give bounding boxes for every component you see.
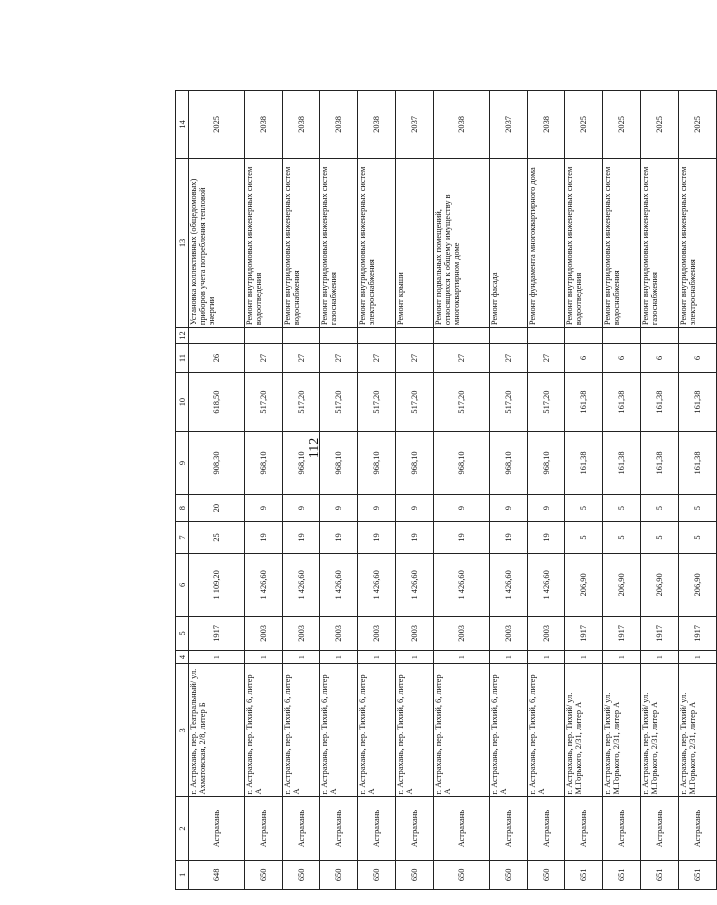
table-cell-col-13: Ремонт подвальных помещений, относящихся к общему имуществу в многоквартирном доме	[434, 158, 490, 327]
table-cell-col-13: Ремонт внутридомовых инженерных систем водоотведения	[565, 158, 603, 327]
table-cell-col-14: 2038	[434, 91, 490, 159]
table-cell-col-12	[320, 328, 358, 344]
table-cell-col-6: 1 426,60	[527, 553, 565, 616]
program-table	[175, 90, 717, 890]
table-cell-col-7: 5	[565, 522, 603, 554]
table-cell-col-3: г. Астрахань, пер. Тихий, 6, литер А	[244, 664, 282, 797]
table-cell-col-8: 9	[244, 495, 282, 522]
table-cell-col-9: 968,10	[434, 431, 490, 494]
column-header-12: 12	[176, 328, 189, 344]
table-cell-col-11: 27	[527, 343, 565, 372]
table-cell-col-8: 9	[489, 495, 527, 522]
column-header-9: 9	[176, 431, 189, 494]
table-cell-col-9: 908,30	[189, 431, 245, 494]
table-cell-col-2: Астрахань	[527, 797, 565, 860]
table-cell-col-3: г. Астрахань, пер. Тихий/ ул. М.Горького, 2/31, литер А	[565, 664, 603, 797]
table-cell-col-11: 27	[489, 343, 527, 372]
table-cell-col-9: 968,10	[358, 431, 396, 494]
column-header-13: 13	[176, 158, 189, 327]
table-cell-col-13: Ремонт внутридомовых инженерных систем газоснабжения	[641, 158, 679, 327]
table-cell-col-6: 206,90	[603, 553, 641, 616]
table-cell-col-2: Астрахань	[189, 797, 245, 860]
table-cell-col-10: 517,20	[320, 373, 358, 432]
table-cell-col-6: 206,90	[641, 553, 679, 616]
table-cell-col-10: 161,38	[679, 373, 717, 432]
table-row	[434, 91, 490, 890]
table-cell-col-8: 9	[320, 495, 358, 522]
table-cell-col-10: 517,20	[489, 373, 527, 432]
column-header-14: 14	[176, 91, 189, 159]
column-header-2: 2	[176, 797, 189, 860]
table-cell-col-9: 968,10	[396, 431, 434, 494]
table-cell-col-4: 1	[565, 650, 603, 664]
table-cell-col-10: 618,50	[189, 373, 245, 432]
table-cell-col-5: 1917	[603, 616, 641, 650]
table-cell-col-13: Ремонт внутридомовых инженерных систем электроснабжения	[679, 158, 717, 327]
column-header-7: 7	[176, 522, 189, 554]
table-cell-col-3: г. Астрахань, пер. Тихий/ ул. М.Горького, 2/31, литер А	[603, 664, 641, 797]
table-cell-col-9: 161,38	[603, 431, 641, 494]
table-cell-col-12	[565, 328, 603, 344]
table-cell-col-12	[434, 328, 490, 344]
table-cell-col-9: 161,38	[679, 431, 717, 494]
column-header-6: 6	[176, 553, 189, 616]
table-cell-col-11: 6	[565, 343, 603, 372]
table-cell-col-14: 2025	[189, 91, 245, 159]
table-cell-col-1: 650	[320, 860, 358, 889]
table-cell-col-3: г. Астрахань, пер. Тихий/ ул. М.Горького, 2/31, литер А	[641, 664, 679, 797]
table-cell-col-14: 2037	[489, 91, 527, 159]
table-cell-col-11: 26	[189, 343, 245, 372]
table-cell-col-1: 651	[679, 860, 717, 889]
table-cell-col-4: 1	[434, 650, 490, 664]
table-cell-col-12	[679, 328, 717, 344]
table-cell-col-10: 517,20	[527, 373, 565, 432]
table-cell-col-6: 206,90	[565, 553, 603, 616]
table-cell-col-14: 2038	[320, 91, 358, 159]
table-cell-col-6: 206,90	[679, 553, 717, 616]
table-cell-col-10: 517,20	[244, 373, 282, 432]
table-cell-col-12	[189, 328, 245, 344]
table-cell-col-2: Астрахань	[565, 797, 603, 860]
table-cell-col-5: 2003	[396, 616, 434, 650]
table-cell-col-14: 2038	[282, 91, 320, 159]
column-header-10: 10	[176, 373, 189, 432]
table-cell-col-4: 1	[282, 650, 320, 664]
table-cell-col-14: 2025	[565, 91, 603, 159]
table-cell-col-2: Астрахань	[603, 797, 641, 860]
table-cell-col-14: 2037	[396, 91, 434, 159]
column-header-4: 4	[176, 650, 189, 664]
table-cell-col-14: 2038	[527, 91, 565, 159]
table-cell-col-7: 19	[282, 522, 320, 554]
table-cell-col-14: 2025	[679, 91, 717, 159]
table-cell-col-1: 650	[358, 860, 396, 889]
table-cell-col-6: 1 426,60	[282, 553, 320, 616]
table-row	[189, 91, 245, 890]
table-cell-col-11: 27	[434, 343, 490, 372]
table-body	[189, 91, 717, 890]
table-cell-col-6: 1 426,60	[489, 553, 527, 616]
table-cell-col-4: 1	[527, 650, 565, 664]
table-cell-col-4: 1	[603, 650, 641, 664]
table-cell-col-10: 161,38	[565, 373, 603, 432]
table-cell-col-12	[396, 328, 434, 344]
table-cell-col-2: Астрахань	[396, 797, 434, 860]
table-cell-col-11: 27	[358, 343, 396, 372]
table-cell-col-10: 517,20	[396, 373, 434, 432]
table-cell-col-13: Ремонт фундамента многоквартирного дома	[527, 158, 565, 327]
table-cell-col-4: 1	[244, 650, 282, 664]
program-table-rotated	[175, 90, 717, 890]
table-cell-col-9: 968,10	[527, 431, 565, 494]
table-cell-col-11: 27	[320, 343, 358, 372]
table-cell-col-10: 161,38	[641, 373, 679, 432]
table-cell-col-11: 27	[282, 343, 320, 372]
table-cell-col-6: 1 426,60	[358, 553, 396, 616]
table-cell-col-12	[527, 328, 565, 344]
table-cell-col-10: 161,38	[603, 373, 641, 432]
table-cell-col-7: 5	[603, 522, 641, 554]
table-cell-col-7: 19	[489, 522, 527, 554]
table-cell-col-14: 2025	[641, 91, 679, 159]
table-row	[244, 91, 282, 890]
table-cell-col-1: 651	[641, 860, 679, 889]
table-cell-col-14: 2038	[244, 91, 282, 159]
table-cell-col-1: 651	[565, 860, 603, 889]
table-cell-col-5: 2003	[320, 616, 358, 650]
table-cell-col-6: 1 426,60	[434, 553, 490, 616]
table-cell-col-2: Астрахань	[434, 797, 490, 860]
table-cell-col-5: 2003	[358, 616, 396, 650]
table-cell-col-4: 1	[358, 650, 396, 664]
table-cell-col-1: 650	[244, 860, 282, 889]
table-cell-col-1: 650	[434, 860, 490, 889]
table-cell-col-3: г. Астрахань, пер. Тихий, 6, литер А	[489, 664, 527, 797]
table-row	[358, 91, 396, 890]
table-cell-col-5: 1917	[679, 616, 717, 650]
table-cell-col-2: Астрахань	[320, 797, 358, 860]
table-cell-col-7: 19	[396, 522, 434, 554]
table-cell-col-2: Астрахань	[641, 797, 679, 860]
table-cell-col-11: 27	[396, 343, 434, 372]
table-cell-col-3: г. Астрахань, пер. Тихий, 6, литер А	[320, 664, 358, 797]
table-cell-col-1: 648	[189, 860, 245, 889]
table-cell-col-11: 6	[603, 343, 641, 372]
table-row	[679, 91, 717, 890]
table-cell-col-12	[282, 328, 320, 344]
table-cell-col-9: 161,38	[641, 431, 679, 494]
table-cell-col-3: г. Астрахань, пер. Тихий, 6, литер А	[434, 664, 490, 797]
table-row	[527, 91, 565, 890]
table-row	[282, 91, 320, 890]
table-cell-col-5: 2003	[434, 616, 490, 650]
table-cell-col-3: г. Астрахань, пер. Тихий, 6, литер А	[282, 664, 320, 797]
table-cell-col-7: 19	[244, 522, 282, 554]
table-cell-col-5: 1917	[641, 616, 679, 650]
table-cell-col-3: г. Астрахань, пер. Тихий, 6, литер А	[396, 664, 434, 797]
table-cell-col-12	[641, 328, 679, 344]
table-cell-col-13: Ремонт внутридомовых инженерных систем водоснабжения	[282, 158, 320, 327]
table-cell-col-7: 5	[679, 522, 717, 554]
table-cell-col-9: 968,10	[244, 431, 282, 494]
table-cell-col-6: 1 109,20	[189, 553, 245, 616]
table-cell-col-11: 6	[679, 343, 717, 372]
table-cell-col-5: 1917	[565, 616, 603, 650]
table-cell-col-13: Ремонт внутридомовых инженерных систем водоотведения	[244, 158, 282, 327]
table-row	[396, 91, 434, 890]
table-cell-col-2: Астрахань	[244, 797, 282, 860]
table-cell-col-3: г. Астрахань, пер. Тихий, 6, литер А	[358, 664, 396, 797]
table-cell-col-6: 1 426,60	[320, 553, 358, 616]
table-cell-col-12	[489, 328, 527, 344]
table-cell-col-8: 5	[679, 495, 717, 522]
table-cell-col-10: 517,20	[282, 373, 320, 432]
table-cell-col-8: 5	[641, 495, 679, 522]
column-header-5: 5	[176, 616, 189, 650]
table-cell-col-4: 1	[679, 650, 717, 664]
table-cell-col-11: 6	[641, 343, 679, 372]
table-cell-col-13: Установка коллективных (общедомовых) приборов учета потребления тепловой энергии	[189, 158, 245, 327]
table-cell-col-7: 19	[527, 522, 565, 554]
column-header-1: 1	[176, 860, 189, 889]
table-cell-col-7: 25	[189, 522, 245, 554]
table-cell-col-8: 9	[527, 495, 565, 522]
table-cell-col-1: 650	[527, 860, 565, 889]
table-cell-col-14: 2038	[358, 91, 396, 159]
table-cell-col-5: 2003	[489, 616, 527, 650]
table-cell-col-13: Ремонт фасада	[489, 158, 527, 327]
table-cell-col-8: 9	[434, 495, 490, 522]
table-cell-col-9: 968,10	[489, 431, 527, 494]
table-cell-col-8: 9	[282, 495, 320, 522]
table-cell-col-4: 1	[489, 650, 527, 664]
table-cell-col-10: 517,20	[434, 373, 490, 432]
table-cell-col-8: 5	[603, 495, 641, 522]
table-cell-col-7: 19	[320, 522, 358, 554]
table-header-row	[176, 91, 189, 890]
table-cell-col-1: 650	[396, 860, 434, 889]
table-cell-col-8: 20	[189, 495, 245, 522]
table-cell-col-3: г. Астрахань, пер. Театральный/ ул. Ахматовская, 2/8, литер Б	[189, 664, 245, 797]
table-cell-col-4: 1	[641, 650, 679, 664]
table-cell-col-8: 9	[396, 495, 434, 522]
table-row	[603, 91, 641, 890]
table-cell-col-9: 968,10	[282, 431, 320, 494]
table-row	[489, 91, 527, 890]
table-cell-col-8: 5	[565, 495, 603, 522]
table-cell-col-5: 2003	[244, 616, 282, 650]
page-number: 112	[307, 437, 322, 459]
table-row	[641, 91, 679, 890]
table-row	[320, 91, 358, 890]
table-cell-col-12	[244, 328, 282, 344]
table-row	[565, 91, 603, 890]
table-cell-col-9: 161,38	[565, 431, 603, 494]
table-cell-col-1: 650	[282, 860, 320, 889]
table-cell-col-7: 19	[434, 522, 490, 554]
table-cell-col-2: Астрахань	[282, 797, 320, 860]
table-cell-col-6: 1 426,60	[396, 553, 434, 616]
column-header-8: 8	[176, 495, 189, 522]
table-cell-col-4: 1	[189, 650, 245, 664]
table-cell-col-2: Астрахань	[489, 797, 527, 860]
table-cell-col-12	[358, 328, 396, 344]
table-cell-col-5: 1917	[189, 616, 245, 650]
table-cell-col-2: Астрахань	[679, 797, 717, 860]
table-cell-col-8: 9	[358, 495, 396, 522]
table-cell-col-7: 5	[641, 522, 679, 554]
table-cell-col-14: 2025	[603, 91, 641, 159]
table-cell-col-1: 650	[489, 860, 527, 889]
table-cell-col-4: 1	[320, 650, 358, 664]
table-cell-col-6: 1 426,60	[244, 553, 282, 616]
table-cell-col-13: Ремонт крыши	[396, 158, 434, 327]
table-cell-col-9: 968,10	[320, 431, 358, 494]
table-cell-col-2: Астрахань	[358, 797, 396, 860]
table-cell-col-12	[603, 328, 641, 344]
column-header-11: 11	[176, 343, 189, 372]
table-cell-col-13: Ремонт внутридомовых инженерных систем газоснабжения	[320, 158, 358, 327]
table-cell-col-13: Ремонт внутридомовых инженерных систем электроснабжения	[358, 158, 396, 327]
column-header-3: 3	[176, 664, 189, 797]
table-cell-col-5: 2003	[527, 616, 565, 650]
table-cell-col-11: 27	[244, 343, 282, 372]
table-cell-col-4: 1	[396, 650, 434, 664]
table-cell-col-3: г. Астрахань, пер. Тихий, 6, литер А	[527, 664, 565, 797]
table-cell-col-5: 2003	[282, 616, 320, 650]
table-cell-col-10: 517,20	[358, 373, 396, 432]
table-cell-col-3: г. Астрахань, пер. Тихий/ ул. М.Горького, 2/31, литер А	[679, 664, 717, 797]
table-cell-col-7: 19	[358, 522, 396, 554]
table-cell-col-1: 651	[603, 860, 641, 889]
table-cell-col-13: Ремонт внутридомовых инженерных систем водоснабжения	[603, 158, 641, 327]
